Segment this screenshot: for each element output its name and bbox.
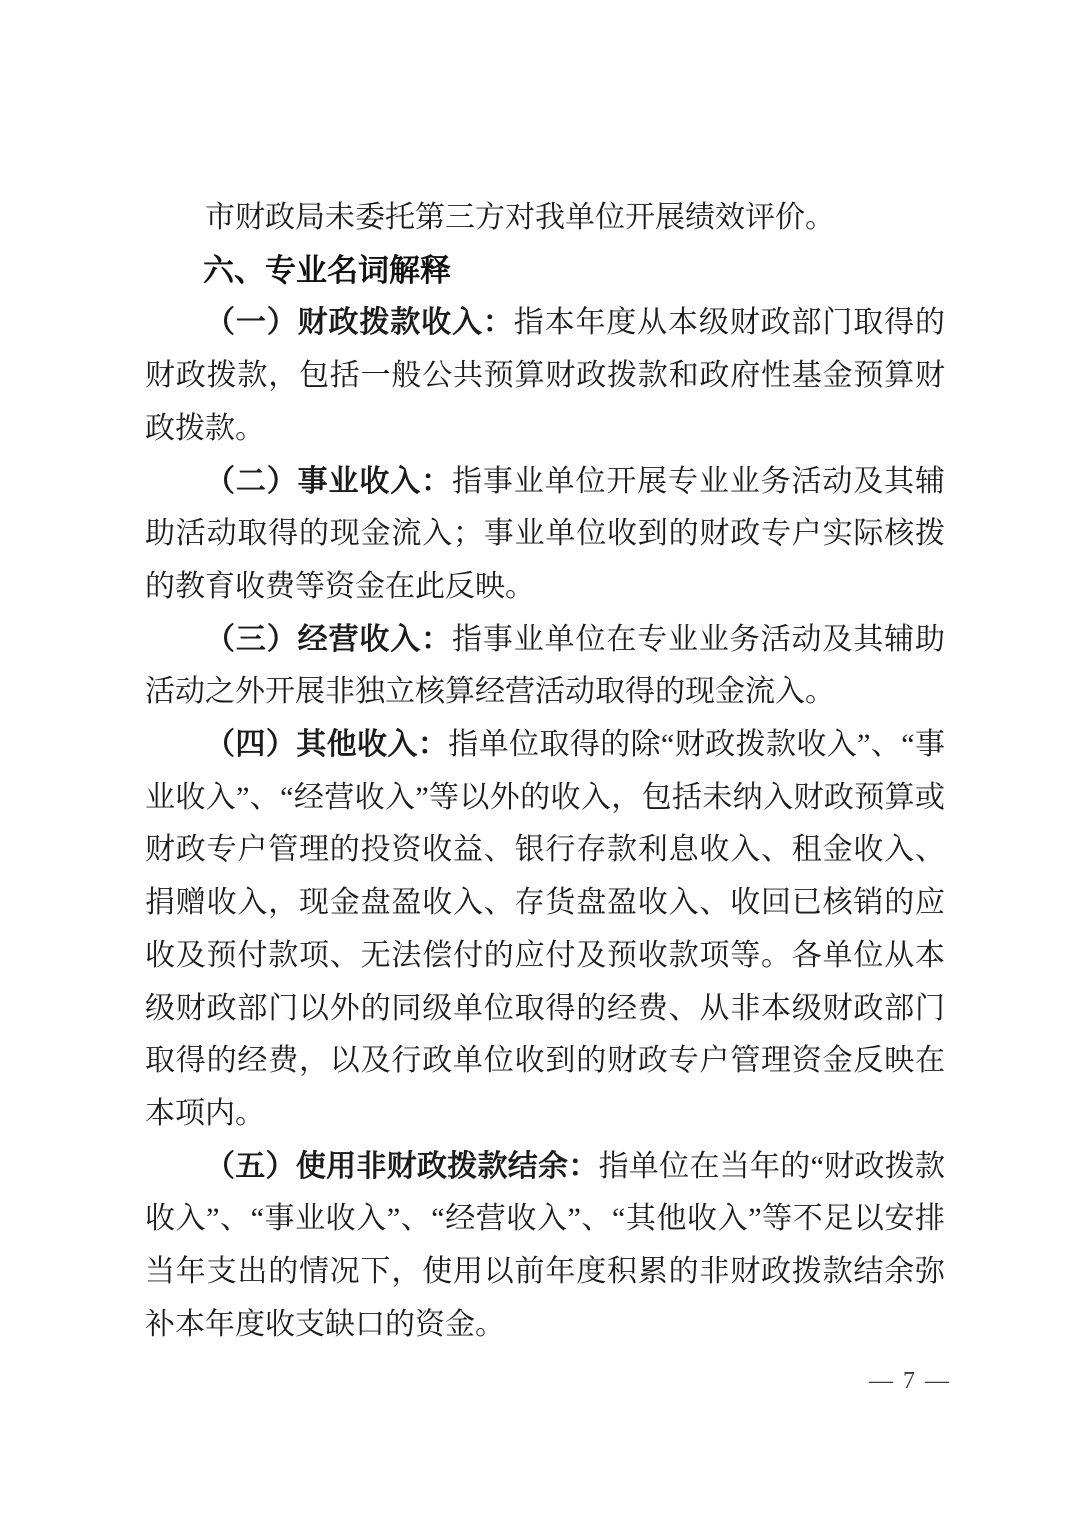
term-paragraph-3 xyxy=(145,614,945,719)
document-content xyxy=(145,192,945,1351)
term-body-5: 指单位在当年的“财政拨款收入”、“事业收入”、“经营收入”、“其他收入”等不足以安排当年支出的情况下，使用以前年度积累的非财政拨款结余弥补本年度收支缺口的资金。 xyxy=(145,1149,945,1341)
term-paragraph-1 xyxy=(145,297,945,455)
section-heading: 六、专业名词解释 xyxy=(203,252,451,288)
intro-paragraph: 市财政局未委托第三方对我单位开展绩效评价。 xyxy=(205,201,835,234)
term-label-3: （三）经营收入： xyxy=(205,622,452,656)
term-label-5: （五）使用非财政拨款结余： xyxy=(205,1149,599,1183)
term-paragraph-5 xyxy=(145,1141,945,1352)
term-body-3: 指事业单位在专业业务活动及其辅助活动之外开展非独立核算经营活动取得的现金流入。 xyxy=(145,622,946,709)
term-body-2: 指事业单位开展专业业务活动及其辅助活动取得的现金流入；事业单位收到的财政专户实际核拨的教育收费等资金在此反映。 xyxy=(145,464,946,603)
term-label-1: （一）财政拨款收入： xyxy=(205,306,514,340)
term-label-4: （四）其他收入： xyxy=(205,728,449,762)
term-paragraph-4 xyxy=(145,719,945,1141)
page-number: — 7 — xyxy=(869,1368,951,1394)
term-body-4: 指单位取得的除“财政拨款收入”、“事业收入”、“经营收入”等以外的收入，包括未纳入财政预算或财政专户管理的投资收益、银行存款利息收入、租金收入、捐赠收入，现金盘盈收入、存货盘盈收入、收回已核销的应收及预付款项、无法偿付的应付及预收款项等。各单位从本级财政部门以外的同级单位取得的经费、从非本级财政部门取得的经费，以及行政单位收到的财政专户管理资金反映在本项内。 xyxy=(145,728,945,1130)
term-label-2: （二）事业收入： xyxy=(205,464,452,498)
term-paragraph-2 xyxy=(145,456,945,614)
term-body-1: 指本年度从本级财政部门取得的财政拨款，包括一般公共预算财政拨款和政府性基金预算财政拨款。 xyxy=(145,306,946,445)
